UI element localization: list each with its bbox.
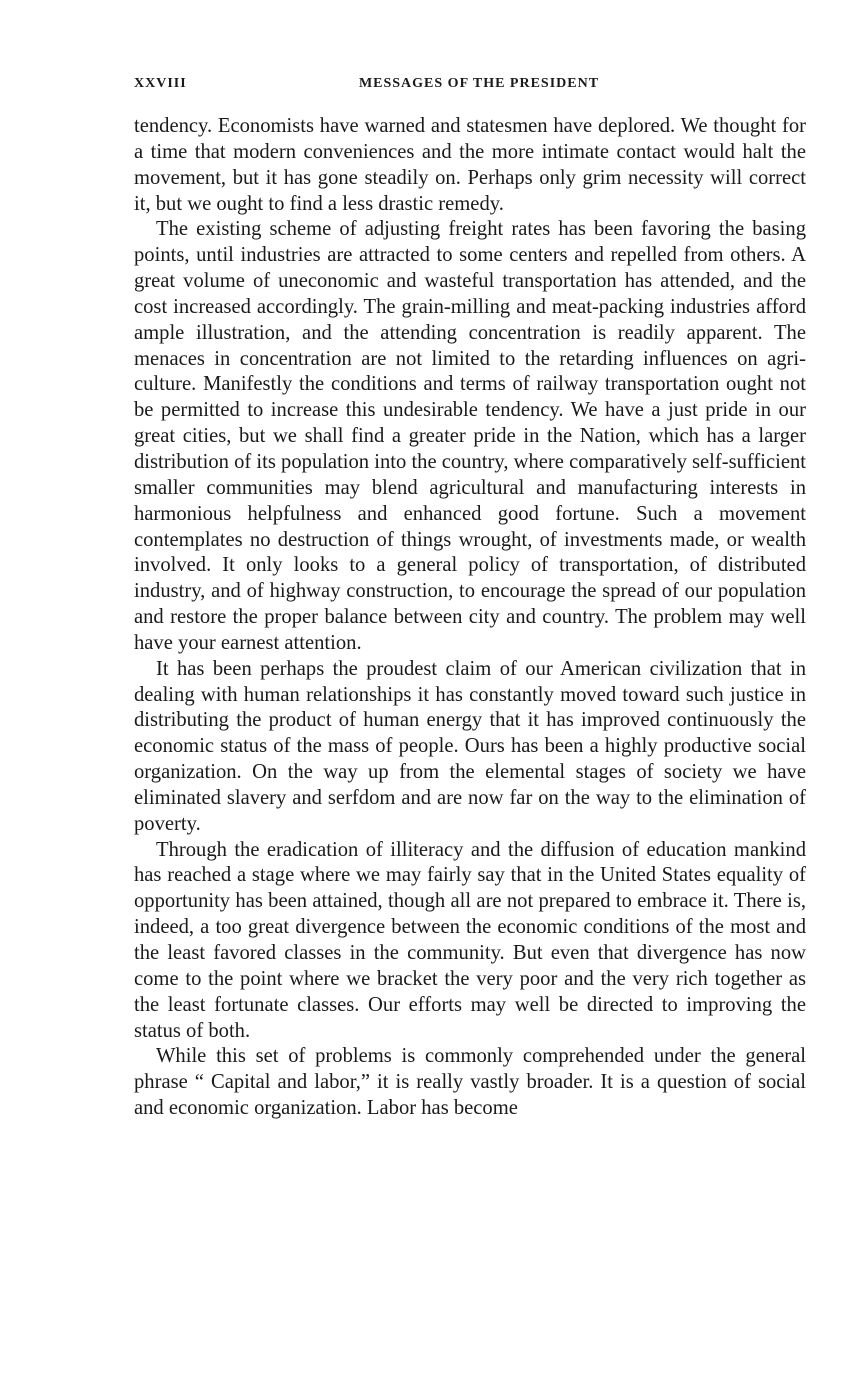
running-title: MESSAGES OF THE PRESIDENT bbox=[358, 76, 600, 91]
paragraph-freight-rates: The existing scheme of adjusting freight rates has been favoring the basing points, until industries are attracted to some centers and repelled from others. A great volume of uneconomic and wasteful transportation has attended, and the cost increased accordingly. The grain-milling and meat-packing industries afford ample illustration, and the attending concentration is readily apparent. The menaces in concentration are not limited to the retarding influences on agriculture. Manifestly the conditions and terms of railway transportation ought not be permitted to increase this undesirable tendency. We have a just pride in our great cities, but we shall find a greater pride in the Nation, which has a larger distribution of its population into the country, where comparatively self-sufficient smaller communities may blend agricultural and manufacturing interests in harmonious helpfulness and enhanced good fortune. Such a movement contemplates no destruction of things wrought, of investments made, or wealth involved. It only looks to a general policy of transportation, of distributed industry, and of highway construction, to encourage the spread of our population and restore the proper balance between city and country. The problem may well have your earnest attention. bbox=[134, 218, 807, 654]
body-text bbox=[134, 114, 806, 1122]
document-page bbox=[134, 74, 806, 1122]
paragraph-continued: tendency. Economists have warned and statesmen have deplored. We thought for a time that modern conveniences and the more intimate contact would halt the movement, but it has gone steadily on. Perhaps only grim necessity will correct it, but we ought to find a less drastic remedy. bbox=[134, 115, 806, 215]
paragraph-american-civilization: It has been perhaps the proudest claim of our American civilization that in dealing with human relationships it has constantly moved toward such justice in distributing the product of human energy that it has improved continuously the economic status of the mass of people. Ours has been a highly productive social organization. On the way up from the elemental stages of society we have eliminated slavery and serfdom and are now far on the way to the elimination of poverty. bbox=[134, 657, 806, 835]
paragraph-capital-and-labor: While this set of problems is commonly comprehended under the general phrase “ Capital and labor,” it is really vastly broader. It is a question of social and economic organization. Labor has become bbox=[134, 1045, 806, 1120]
page-number: XXVIII bbox=[134, 76, 187, 91]
paragraph-illiteracy: Through the eradication of illiteracy and the diffusion of education mankind has reached a stage where we may fairly say that in the United States equality of opportunity has been attained, though all are not prepared to embrace it. There is, indeed, a too great divergence between the economic conditions of the most and the least favored classes in the community. But even that divergence has now come to the point where we bracket the very poor and the very rich together as the least fortunate classes. Our efforts may well be directed to improving the status of both. bbox=[134, 838, 806, 1042]
running-head bbox=[134, 74, 806, 98]
